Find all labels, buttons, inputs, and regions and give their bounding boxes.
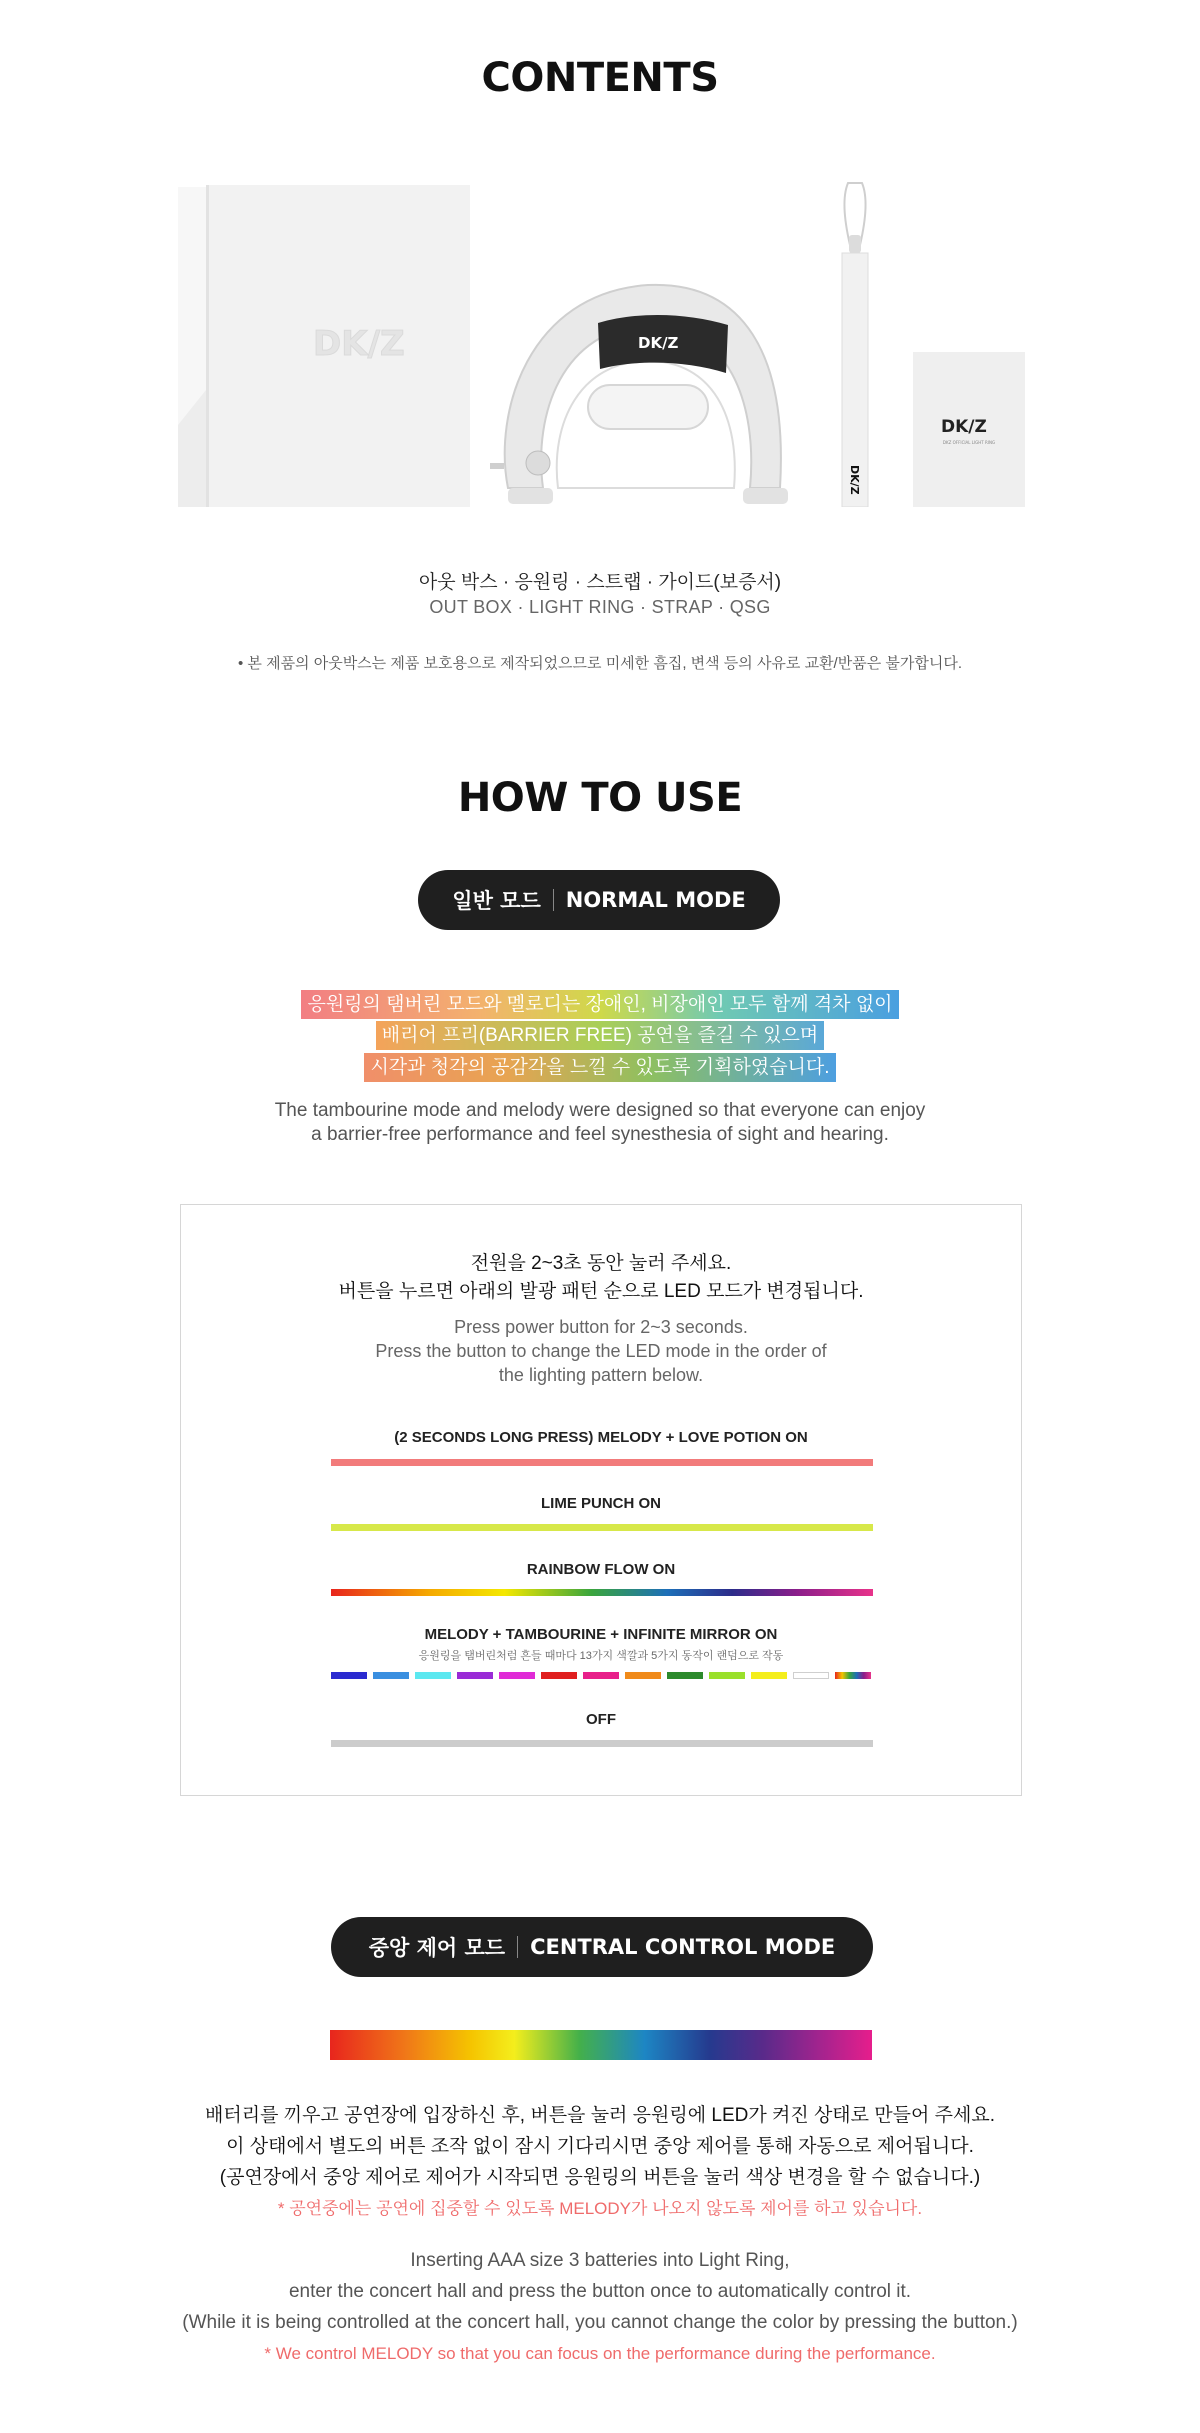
- out-box-image: [178, 185, 470, 507]
- mode-label-off: OFF: [586, 1711, 616, 1728]
- strap-logo: DK/Z: [848, 465, 861, 495]
- contents-note: • 본 제품의 아웃박스는 제품 보호용으로 제작되었으므로 미세한 흠집, 변색 등의 사유로 교환/반품은 불가합니다.: [238, 655, 962, 672]
- how-to-use-title: HOW TO USE: [457, 775, 743, 821]
- central-note-kr: * 공연중에는 공연에 집중할 수 있도록 MELODY가 나오지 않도록 제어를 하고 있습니다.: [277, 2199, 923, 2218]
- central-control-color-bar: [330, 2030, 872, 2060]
- contents-title: CONTENTS: [481, 55, 719, 101]
- central-mode-label-kr: 중앙 제어 모드: [368, 1936, 506, 1960]
- contents-items-kr: 아웃 박스 · 응원링 · 스트랩 · 가이드(보증서): [418, 572, 782, 593]
- contents-items-en: OUT BOX · LIGHT RING · STRAP · QSG: [429, 597, 771, 617]
- color-segment: [541, 1672, 577, 1679]
- color-segment: [457, 1672, 493, 1679]
- color-segment: [709, 1672, 745, 1679]
- mode-bar-rainbow-flow: [331, 1589, 873, 1596]
- qsg-subtitle: DKZ OFFICIAL LIGHT RING: [942, 440, 996, 445]
- mode-bar-off: [331, 1740, 873, 1747]
- light-ring-image: [488, 263, 794, 507]
- central-desc-kr-3: (공연장에서 중앙 제어로 제어가 시작되면 응원링의 버튼을 눌러 색상 변경을 할 수 없습니다.): [219, 2167, 981, 2188]
- mode-label-infinite-mirror: MELODY + TAMBOURINE + INFINITE MIRROR ON: [424, 1626, 778, 1643]
- qsg-image: [913, 352, 1025, 507]
- mode-bar-infinite-mirror: [331, 1672, 873, 1679]
- qsg-logo: DK/Z: [941, 417, 987, 437]
- box-instruction-en-2: Press the button to change the LED mode in the order of: [375, 1341, 827, 1361]
- light-ring-logo: DK/Z: [638, 334, 679, 352]
- badge-divider: [517, 1936, 518, 1958]
- normal-mode-label-en: NORMAL MODE: [565, 888, 746, 912]
- highlight-line-1: 응원링의 탬버린 모드와 멜로디는 장애인, 비장애인 모두 함께 격차 없이: [301, 990, 898, 1019]
- central-note-en: * We control MELODY so that you can focus on the performance during the performance.: [264, 2344, 936, 2363]
- normal-mode-desc-en-2: a barrier-free performance and feel synesthesia of sight and hearing.: [311, 1124, 889, 1145]
- color-segment: [751, 1672, 787, 1679]
- box-instruction-kr-1: 전원을 2~3초 동안 눌러 주세요.: [470, 1253, 732, 1274]
- color-segment: [415, 1672, 451, 1679]
- mode-label-lime-punch: LIME PUNCH ON: [541, 1495, 661, 1512]
- color-segment: [667, 1672, 703, 1679]
- color-segment: [499, 1672, 535, 1679]
- led-mode-box: [180, 1204, 1022, 1796]
- central-desc-en-2: enter the concert hall and press the button once to automatically control it.: [288, 2281, 912, 2302]
- color-segment: [583, 1672, 619, 1679]
- box-instruction-en-3: the lighting pattern below.: [498, 1365, 704, 1385]
- central-desc-en-3: (While it is being controlled at the concert hall, you cannot change the color by pressing the button.): [182, 2312, 1018, 2333]
- highlight-line-3: 시각과 청각의 공감각을 느낄 수 있도록 기획하였습니다.: [364, 1053, 835, 1082]
- mode-label-rainbow-flow: RAINBOW FLOW ON: [526, 1561, 676, 1578]
- color-segment: [331, 1672, 367, 1679]
- color-segment: [793, 1672, 829, 1679]
- badge-divider: [553, 889, 554, 911]
- box-instruction-en-1: Press power button for 2~3 seconds.: [454, 1317, 748, 1337]
- highlight-line-2: 배리어 프리(BARRIER FREE) 공연을 즐길 수 있으며: [376, 1021, 824, 1050]
- central-desc-en-1: Inserting AAA size 3 batteries into Light Ring,: [410, 2250, 790, 2271]
- mode-label-love-potion: (2 SECONDS LONG PRESS) MELODY + LOVE POTION ON: [394, 1429, 808, 1446]
- mode-sub-infinite-mirror: 응원링을 탬버린처럼 흔들 때마다 13가지 색깔과 5가지 동작이 랜덤으로 작동: [418, 1650, 784, 1662]
- mode-bar-love-potion: [331, 1459, 873, 1466]
- strap-image: [838, 175, 872, 507]
- central-mode-label-en: CENTRAL CONTROL MODE: [530, 1935, 836, 1959]
- central-control-mode-badge: [331, 1917, 873, 1977]
- color-segment: [373, 1672, 409, 1679]
- color-segment: [835, 1672, 871, 1679]
- box-instruction-kr-2: 버튼을 누르면 아래의 발광 패턴 순으로 LED 모드가 변경됩니다.: [338, 1281, 864, 1302]
- out-box-logo: DK/Z: [313, 324, 405, 364]
- normal-mode-label-kr: 일반 모드: [452, 889, 541, 913]
- central-desc-kr-1: 배터리를 끼우고 공연장에 입장하신 후, 버튼을 눌러 응원링에 LED가 켜진 상태로 만들어 주세요.: [205, 2105, 995, 2126]
- mode-bar-lime-punch: [331, 1524, 873, 1531]
- central-desc-kr-2: 이 상태에서 별도의 버튼 조작 없이 잠시 기다리시면 중앙 제어를 통해 자동으로 제어됩니다.: [226, 2136, 974, 2157]
- color-segment: [625, 1672, 661, 1679]
- normal-mode-desc-en-1: The tambourine mode and melody were designed so that everyone can enjoy: [274, 1100, 926, 1121]
- normal-mode-badge: [418, 870, 780, 930]
